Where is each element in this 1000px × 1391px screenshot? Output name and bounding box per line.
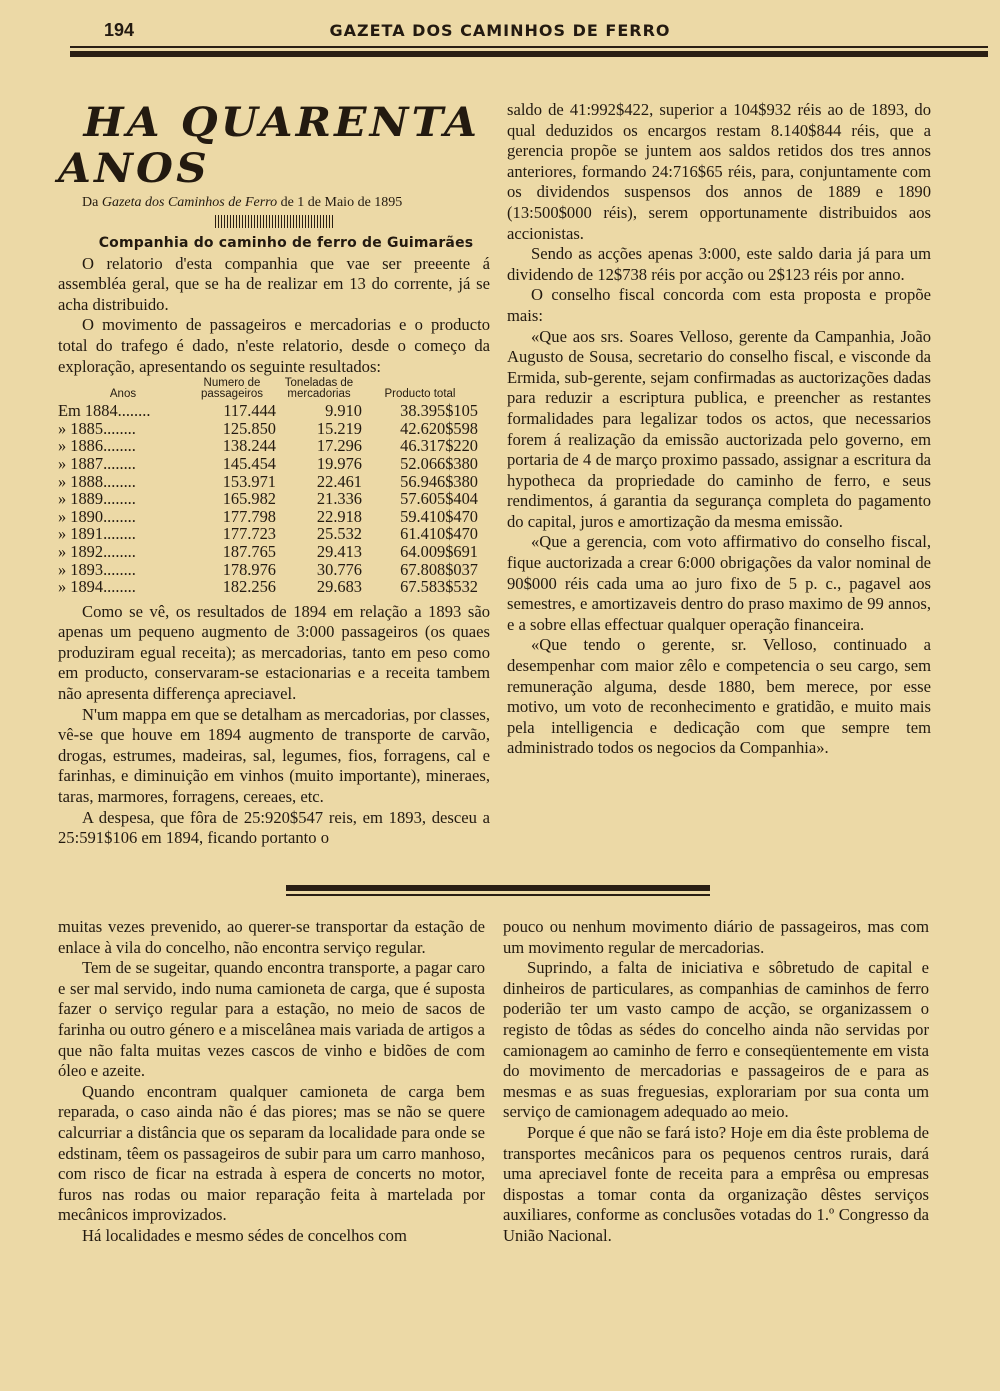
table-row [58,561,478,579]
table-cell-passengers: 165.982 [222,489,276,509]
table-cell-tonnage: 30.776 [316,559,362,579]
results-table-header [58,378,478,402]
table-cell-year: » 1891........ [58,524,136,544]
continuation-right-column [503,917,929,1247]
table-cell-passengers: 187.765 [222,541,276,561]
page-number: 194 [104,20,135,40]
table-cell-tonnage: 9.910 [325,401,362,421]
table-row [58,525,478,543]
paragraph: «Que a gerencia, com voto affirmativo do conselho fiscal, fique auctorizada a crear 6:000 obrigações da valor nominal de 90$000 réis cada uma ao juro fixo de 5 p. c., pagavel aos semestres, e amortizaveis dentro do praso maximo de 99 annos, e a sobre ellas effectuar qualquer operação financeira. [507,532,931,634]
table-header-toneladas: Toneladas de mercadorias [284,377,354,401]
paragraph: muitas vezes prevenido, ao querer-se transportar da estação de enlace à vila do concelho, não encontra serviço regular. [58,917,485,957]
table-cell-total: 46.317$220 [400,436,478,456]
paragraph: O movimento de passageiros e mercadorias e o producto total do trafego é dado, n'este relatorio, desde o começo da exploração, apresentando os seguinte resultados: [58,315,490,376]
table-cell-passengers: 177.723 [222,524,276,544]
table-cell-year: » 1893........ [58,559,136,579]
table-cell-passengers: 182.256 [222,577,276,597]
table-cell-year: » 1892........ [58,541,136,561]
table-cell-total: 52.066$380 [400,453,478,473]
table-cell-year: » 1887........ [58,453,136,473]
running-title: GAZETA DOS CAMINHOS DE FERRO [329,21,671,40]
source-publication: Gazeta dos Caminhos de Ferro [101,195,278,210]
article-subhead: Companhia do caminho de ferro de Guimarães [98,235,474,251]
table-row [58,543,478,561]
table-cell-year: » 1889........ [58,489,136,509]
article-left-column [58,100,490,849]
table-cell-year: » 1886........ [58,436,136,456]
table-cell-tonnage: 22.918 [316,506,362,526]
source-date: de 1 de Maio de 1895 [280,195,403,210]
table-row [58,402,478,420]
table-cell-total: 67.808$037 [400,559,478,579]
table-cell-total: 57.605$404 [400,489,478,509]
table-header-anos: Anos [109,388,137,401]
table-cell-total: 67.583$532 [400,577,478,597]
header-rule-thin [70,46,988,48]
paragraph: Porque é que não se fará isto? Hoje em dia êste problema de transportes mecânicos para os pequenos centros rurais, dará uma apreciavel fonte de receita para a emprêsa ou empresas dispostas a tomar conta da organização dêstes serviços auxiliares, conforme as conclusões votadas do 1.º Congresso da União Nacional. [503,1122,929,1245]
table-cell-tonnage: 22.461 [316,471,362,491]
paragraph: «Que tendo o gerente, sr. Velloso, continuado a desempenhar com maior zêlo e competencia o seu cargo, sem remuneração alguma, desde 1880, bem merece, por esse motivo, um voto de reconhecimento e gratidão, e muito mais pela intelligencia e dedicação com que sempre tem administrado todos os negocios da Companhia». [507,635,931,758]
section-separator-thin [286,894,710,896]
paragraph: Sendo as acções apenas 3:000, este saldo daria já para um dividendo de 12$738 réis por acção ou 2$123 réis por anno. [507,244,931,284]
table-cell-passengers: 125.850 [222,418,276,438]
table-row [58,455,478,473]
paragraph: O relatorio d'esta companhia que vae ser preeente á assembléa geral, que se ha de realizar em 13 do corrente, já se acha distribuido. [58,253,490,314]
table-cell-total: 59.410$470 [400,506,478,526]
section-separator-thick [286,885,710,891]
table-row [58,578,478,596]
table-cell-passengers: 178.976 [222,559,276,579]
table-cell-total: 38.395$105 [400,401,478,421]
paragraph: Tem de se sugeitar, quando encontra transporte, a pagar caro e ser mal servido, indo numa camioneta de carga, que é suposta fazer o serviço regular para a estação, no meio de sacos de farinha ou outro género e a miscelânea mais variada de artigos a que não falta muitas vezes cascos de vinho e bidões de com óleo e azeite. [58,958,485,1081]
paragraph: Há localidades e mesmo sédes de concelhos com [82,1225,407,1245]
paragraph: Suprindo, a falta de iniciativa e sôbretudo de capital e dinheiros de particulares, as companhias de caminhos de ferro poderião ter um vasto campo de acção, se organizassem o registo de tôdas as sédes do concelho ainda não servidas por camionagem ao caminho de ferro e conseqüentemente em vista do movimento de mercadorias e passageiros de e para as mesmas e as suas freguesias, explorariam por sua conta um serviço de camionagem adequado ao meio. [503,958,929,1122]
table-cell-passengers: 177.798 [222,506,276,526]
table-cell-passengers: 153.971 [222,471,276,491]
paragraph: O conselho fiscal concorda com esta proposta e propõe mais: [507,285,931,325]
table-row [58,473,478,491]
table-cell-total: 42.620$598 [400,418,478,438]
table-row [58,420,478,438]
table-cell-year: » 1894........ [58,577,136,597]
table-cell-total: 64.009$691 [400,541,478,561]
table-cell-year: » 1890........ [58,506,136,526]
table-header-passageiros: Numero de passageiros [200,377,263,401]
page-header [72,18,928,44]
table-cell-tonnage: 17.296 [316,436,362,456]
paragraph: A despesa, que fôra de 25:920$547 reis, em 1893, desceu a 25:591$106 em 1894, ficando portanto o [58,807,490,848]
table-cell-tonnage: 19.976 [316,453,362,473]
table-cell-year: » 1885........ [58,418,136,438]
results-table-body [58,402,478,596]
article-right-column [507,100,931,759]
paragraph: pouco ou nenhum movimento diário de passageiros, mas com um movimento regular de mercadorias. [503,917,929,957]
article-paragraphs-intro [58,254,490,378]
table-cell-tonnage: 25.532 [316,524,362,544]
source-prefix: Da [82,195,99,210]
table-cell-year: » 1888........ [58,471,136,491]
article-paragraphs-analysis [58,602,490,849]
paragraph: Quando encontram qualquer camioneta de carga bem reparada, o caso ainda não é das piores; mas se não se quere calcurriar a distância que os separam da localidade para onde se edstinam, têem os passageiros de subir para um carro manhoso, com risco de ficar na estrada à espera de concerts no motor, furos nas rodas ou maior reparação feita à martelada por mecânicos improvizados. [58,1081,485,1225]
table-cell-passengers: 138.244 [222,436,276,456]
table-row [58,490,478,508]
paragraph: Como se vê, os resultados de 1894 em relação a 1893 são apenas um pequeno augmento de 3:000 passageiros (os quaes produziram egual receita); as mercadorias, tanto em peso como em producto, conservaram-se estacionarias e a receita tambem não apresenta differença apreciavel. [58,601,490,704]
ornament-divider [215,215,333,228]
table-cell-tonnage: 29.683 [316,577,362,597]
paragraph: «Que aos srs. Soares Velloso, gerente da Campanhia, João Augusto de Sousa, secretario do conselho fiscal, e visconde da Ermida, sub-gerente, sejam confirmadas as auctorizações dadas para reduzir a escriptura publica, e preencher as restantes formalidades para legalizar todos os actos, que necessarios forem á realização da emissão auctorizada pelo governo, em portaria de 4 de março proximo passado, assignar a escritura da hypotheca da propriedade do caminho de ferro, e seus rendimentos, á garantia da segurança completa do pagamento do capital, juros e amortização da mesma emissão. [507,326,931,531]
table-cell-total: 61.410$470 [400,524,478,544]
article-source [58,193,490,213]
article-title: HA QUARENTA ANOS [58,99,481,192]
table-cell-year: Em 1884........ [58,401,151,421]
table-cell-tonnage: 15.219 [316,418,362,438]
paragraph: N'um mappa em que se detalham as mercadorias, por classes, vê-se que houve em 1894 augmento de transporte de carvão, drogas, estrumes, madeiras, sal, legumes, fios, forragens, cal e farinhas, e diminuição em vinhos (muito importante), mineraes, taras, marmores, forragens, cereaes, etc. [58,704,491,807]
table-cell-passengers: 117.444 [223,401,276,421]
table-row [58,437,478,455]
results-table [58,378,478,596]
paragraph: saldo de 41:992$422, superior a 104$932 réis ao de 1893, do qual deduzidos os encargos restam 8.140$844 réis, que a gerencia propõe se juntem aos saldos retidos dos tres annos anteriores, formando 24:716$65 réis, para, conjuntamente com os dividendos suspensos dos annos de 1889 e 1890 (13:500$000 réis), serem opportunamente distribuidos aos accionistas. [507,100,931,243]
table-cell-tonnage: 21.336 [316,489,362,509]
table-row [58,508,478,526]
header-rule-thick [70,51,988,57]
table-header-producto: Producto total [384,388,456,401]
table-cell-tonnage: 29.413 [316,541,362,561]
table-cell-passengers: 145.454 [222,453,276,473]
continuation-left-column [58,917,485,1247]
table-cell-total: 56.946$380 [400,471,478,491]
